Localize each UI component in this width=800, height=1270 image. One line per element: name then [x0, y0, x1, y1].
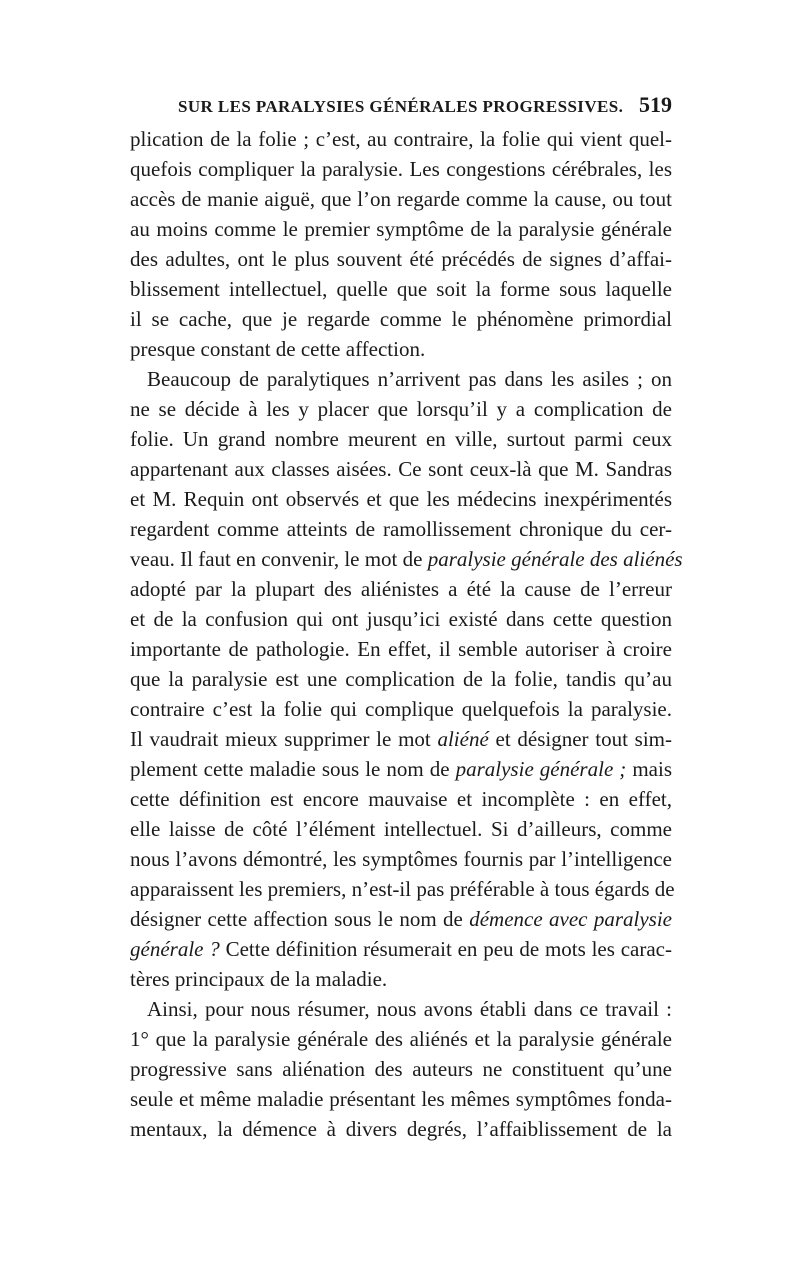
text-segment: regardent comme atteints de ramollissement chronique du cer- — [130, 517, 672, 541]
text-line — [130, 874, 675, 904]
text-line — [130, 244, 672, 274]
text-segment: des adultes, ont le plus souvent été précédés de signes d’affai- — [130, 247, 672, 271]
text-line — [130, 544, 683, 574]
text-line — [130, 514, 672, 544]
text-line — [130, 784, 672, 814]
text-segment: elle laisse de côté l’élément intellectuel. Si d’ailleurs, comme — [130, 817, 672, 841]
text-segment: folie. Un grand nombre meurent en ville, surtout parmi ceux — [130, 427, 672, 451]
italic-term: paralysie générale ; — [455, 757, 627, 781]
body-text — [130, 124, 683, 1144]
text-line — [130, 604, 672, 634]
text-line — [130, 754, 672, 784]
text-line — [130, 904, 672, 934]
text-line — [130, 664, 672, 694]
text-segment: au moins comme le premier symptôme de la paralysie générale — [130, 217, 672, 241]
text-line — [130, 964, 672, 994]
text-segment: désigner cette affection sous le nom de — [130, 907, 470, 931]
running-title: SUR LES PARALYSIES GÉNÉRALES PROGRESSIVES. — [178, 97, 624, 116]
text-segment: contraire c’est la folie qui complique quelquefois la paralysie. — [130, 697, 672, 721]
page-number: 519 — [639, 92, 672, 117]
text-line — [130, 214, 672, 244]
text-line — [130, 394, 672, 424]
text-segment: adopté par la plupart des aliénistes a été la cause de l’erreur — [130, 577, 672, 601]
text-segment: Cette définition résumerait en peu de mots les carac- — [219, 937, 672, 961]
italic-term: démence avec paralysie — [469, 907, 672, 931]
text-line — [130, 694, 672, 724]
text-line — [130, 574, 672, 604]
text-line — [130, 634, 672, 664]
text-segment: 1° que la paralysie générale des aliénés et la paralysie générale — [130, 1027, 672, 1051]
text-segment: presque constant de cette affection. — [130, 337, 426, 361]
text-line — [130, 424, 672, 454]
text-segment: blissement intellectuel, quelle que soit la forme sous laquelle — [130, 277, 672, 301]
text-line — [130, 994, 672, 1024]
text-line — [130, 364, 672, 394]
text-segment: seule et même maladie présentant les mêmes symptômes fonda- — [130, 1087, 672, 1111]
text-segment: mentaux, la démence à divers degrés, l’affaiblissement de la — [130, 1117, 672, 1141]
text-segment: et M. Requin ont observés et que les médecins inexpérimentés — [130, 487, 672, 511]
text-segment: et désigner tout sim- — [488, 727, 672, 751]
text-line — [130, 1114, 672, 1144]
text-line — [130, 334, 672, 364]
text-segment: appartenant aux classes aisées. Ce sont ceux-là que M. Sandras — [130, 457, 672, 481]
text-line — [130, 814, 672, 844]
text-line — [130, 184, 672, 214]
text-segment: que la paralysie est une complication de la folie, tandis qu’au — [130, 667, 672, 691]
text-segment: plement cette maladie sous le nom de — [130, 757, 456, 781]
italic-term: générale ? — [130, 937, 220, 961]
text-line — [130, 1084, 672, 1114]
text-segment: tères principaux de la maladie. — [130, 967, 388, 991]
text-segment: Il vaudrait mieux supprimer le mot — [130, 727, 438, 751]
text-line — [130, 454, 672, 484]
text-line — [130, 844, 672, 874]
text-line — [130, 124, 672, 154]
text-line — [130, 934, 672, 964]
text-line — [130, 154, 672, 184]
text-segment: quefois compliquer la paralysie. Les congestions cérébrales, les — [130, 157, 672, 181]
text-line — [130, 1024, 672, 1054]
text-line — [130, 1054, 672, 1084]
text-line — [130, 274, 672, 304]
text-line — [130, 724, 672, 754]
text-segment: accès de manie aiguë, que l’on regarde comme la cause, ou tout — [130, 187, 672, 211]
text-segment: et de la confusion qui ont jusqu’ici existé dans cette question — [130, 607, 672, 631]
running-head — [178, 92, 672, 120]
text-segment: mais — [626, 757, 672, 781]
italic-term: aliéné — [437, 727, 489, 751]
text-segment: nous l’avons démontré, les symptômes fournis par l’intelligence — [130, 847, 672, 871]
text-segment: importante de pathologie. En effet, il semble autoriser à croire — [130, 637, 672, 661]
text-segment: ne se décide à les y placer que lorsqu’il y a complication de — [130, 397, 672, 421]
text-segment: apparaissent les premiers, n’est-il pas préférable à tous égards de — [130, 877, 675, 901]
text-segment: cette définition est encore mauvaise et incomplète : en effet, — [130, 787, 672, 811]
text-segment: progressive sans aliénation des auteurs ne constituent qu’une — [130, 1057, 672, 1081]
italic-term: paralysie générale des aliénés — [427, 547, 683, 571]
text-line — [130, 484, 672, 514]
text-segment: Beaucoup de paralytiques n’arrivent pas dans les asiles ; on — [147, 367, 672, 391]
text-segment: il se cache, que je regarde comme le phénomène primordial — [130, 307, 672, 331]
text-line — [130, 304, 672, 334]
text-segment: veau. Il faut en convenir, le mot de — [130, 547, 428, 571]
text-segment: plication de la folie ; c’est, au contraire, la folie qui vient quel- — [130, 127, 672, 151]
text-segment: Ainsi, pour nous résumer, nous avons établi dans ce travail : — [147, 997, 672, 1021]
